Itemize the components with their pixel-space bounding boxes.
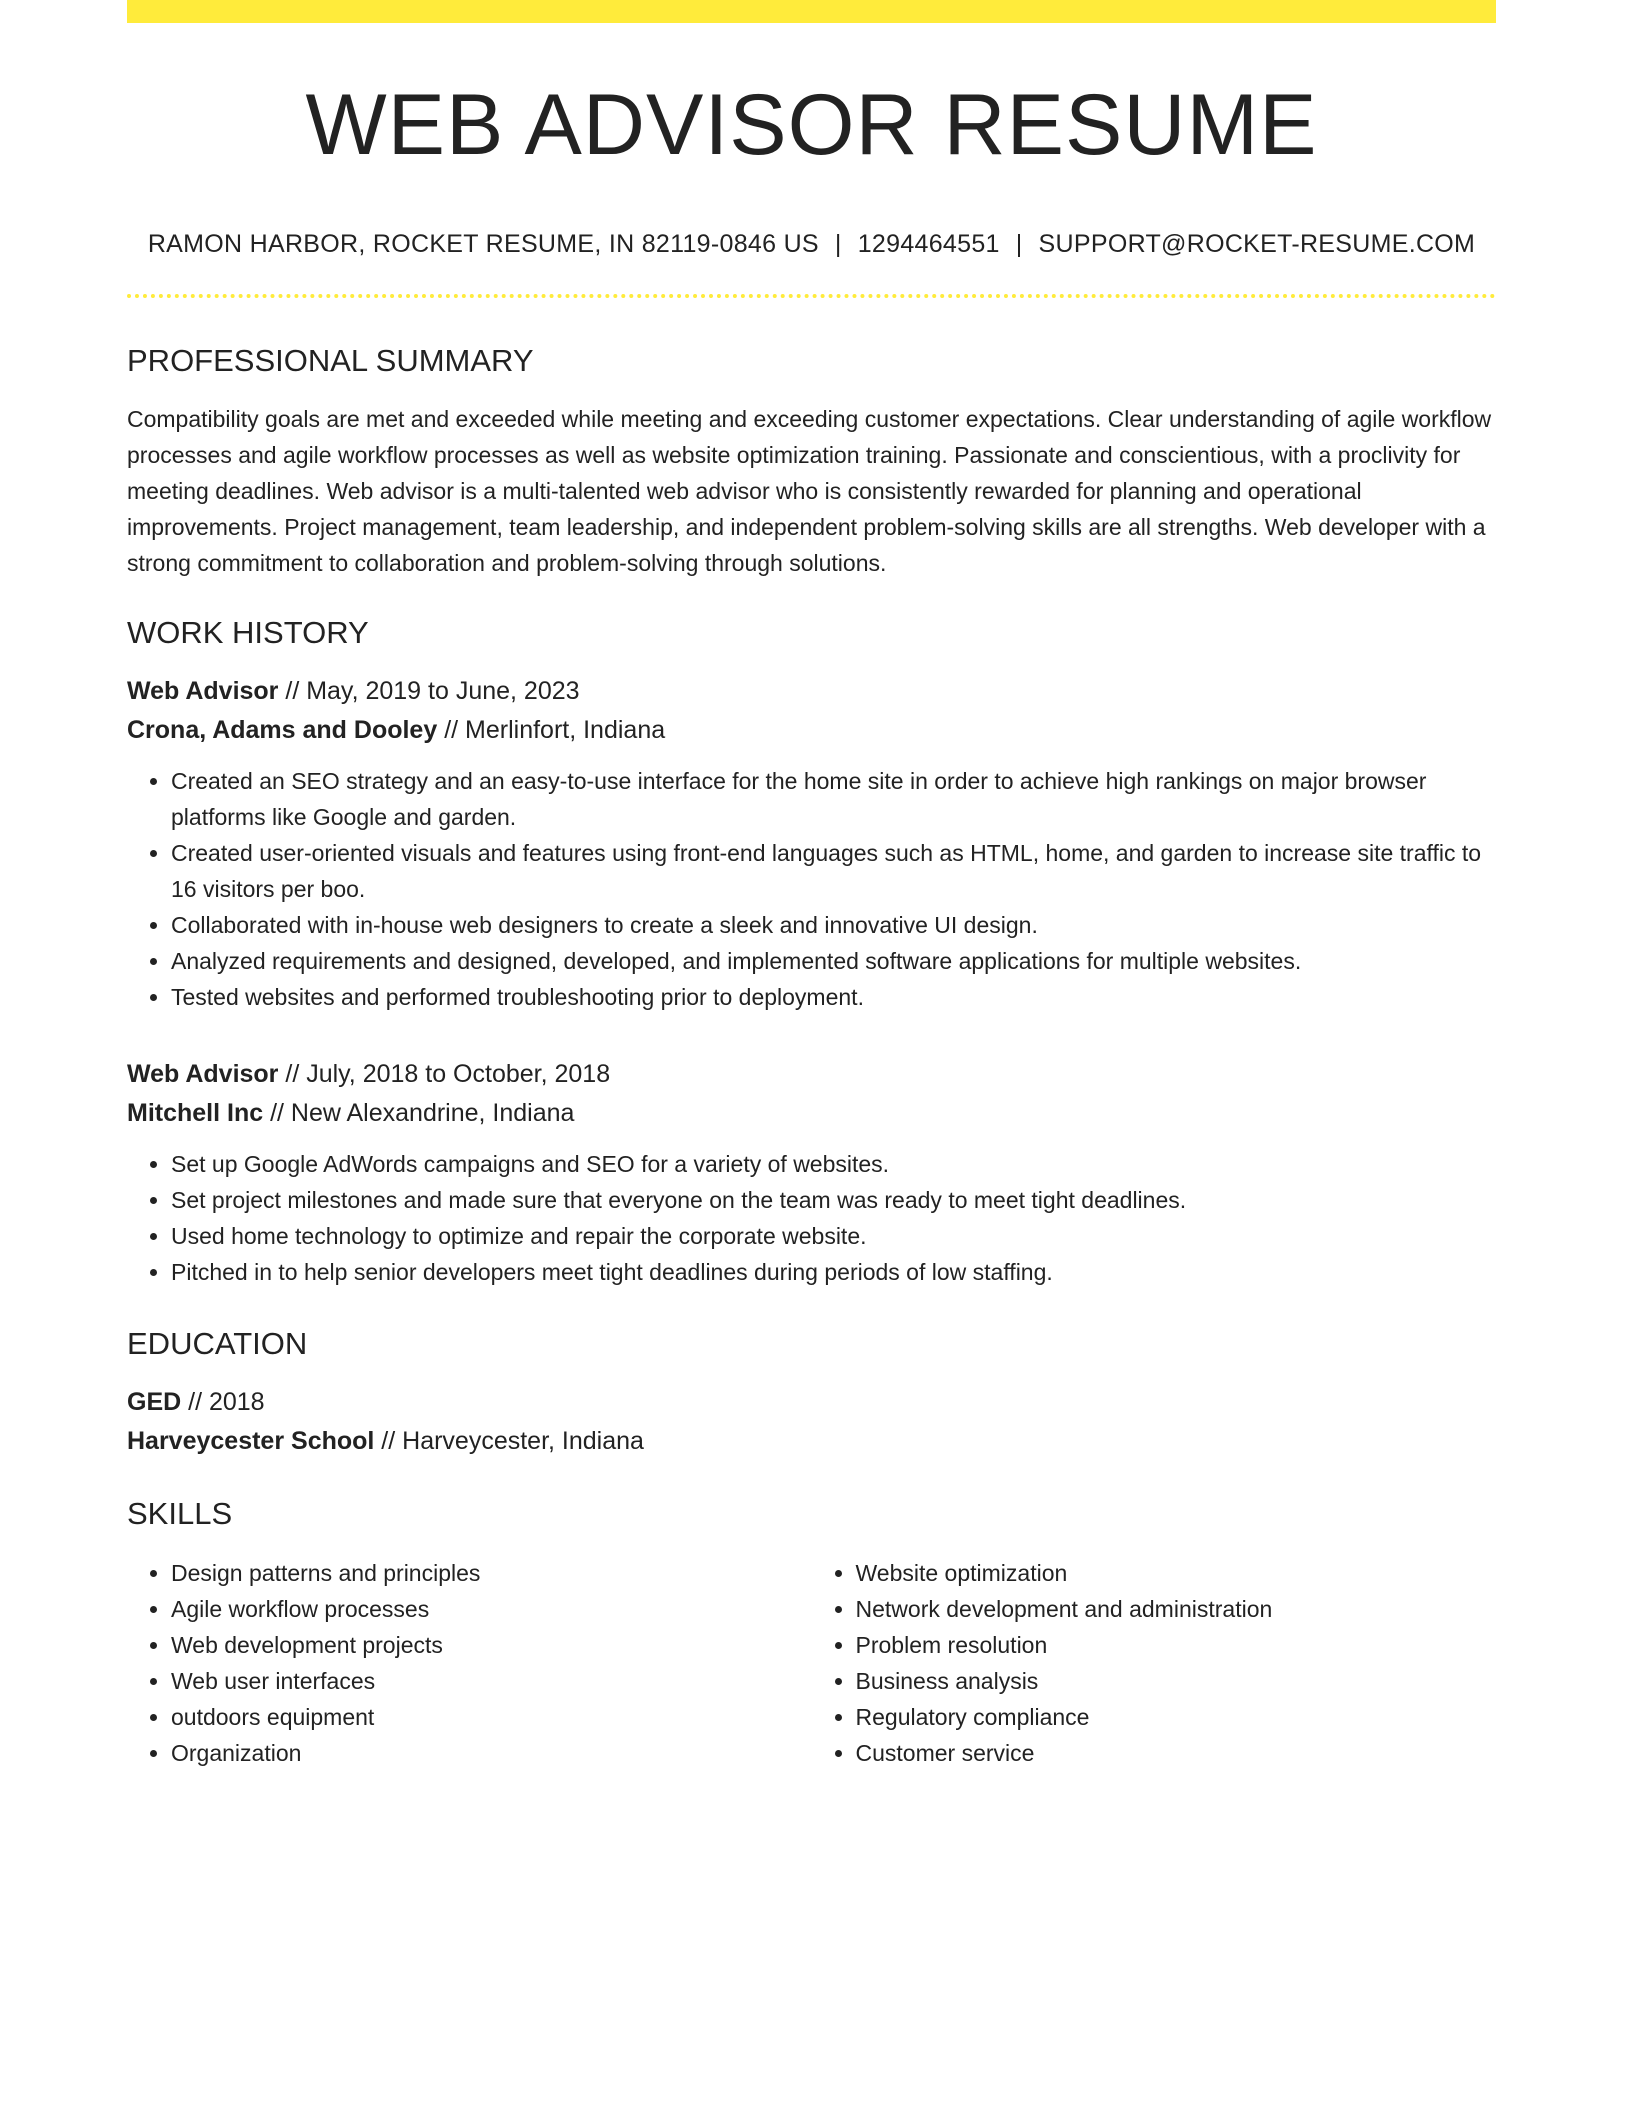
education-school-line (127, 1422, 1496, 1461)
contact-separator: | (834, 230, 842, 258)
job-bullet: • Created user-oriented visuals and features using front-end languages such as HTML, home, and garden to increase site traffic to 16 visitors per boo. (171, 835, 1496, 907)
job-location: // New Alexandrine, Indiana (263, 1099, 575, 1127)
resume-title: WEB ADVISOR RESUME (305, 77, 1318, 173)
skill-item: • Agile workflow processes (171, 1591, 812, 1627)
contact-separator: | (1015, 230, 1023, 258)
skills-columns (127, 1555, 1496, 1771)
contact-email: SUPPORT@ROCKET-RESUME.COM (1038, 230, 1476, 258)
job-company: Mitchell Inc (127, 1099, 264, 1127)
job-entry (127, 1055, 1496, 1290)
education-heading: EDUCATION (127, 1326, 308, 1361)
education-degree-line (127, 1383, 1496, 1422)
job-bullet: • Pitched in to help senior developers meet tight deadlines during periods of low staffing. (171, 1254, 1496, 1290)
skill-item: • Network development and administration (856, 1591, 1497, 1627)
job-bullet: • Tested websites and performed troubleshooting prior to deployment. (171, 979, 1496, 1015)
job-location: // Merlinfort, Indiana (437, 716, 666, 744)
skills-list-right (812, 1555, 1497, 1771)
skill-item: • outdoors equipment (171, 1699, 812, 1735)
education-year: // 2018 (181, 1388, 265, 1416)
job-bullet: • Used home technology to optimize and repair the corporate website. (171, 1218, 1496, 1254)
accent-top-bar (127, 0, 1496, 23)
education-location: // Harveycester, Indiana (374, 1427, 644, 1455)
education-degree: GED (127, 1388, 182, 1416)
skill-item: • Regulatory compliance (856, 1699, 1497, 1735)
contact-line (127, 232, 1496, 257)
skill-item: • Web user interfaces (171, 1663, 812, 1699)
job-title: Web Advisor (127, 677, 279, 705)
job-company-line (127, 1094, 1496, 1133)
skills-list-left (127, 1555, 812, 1771)
skill-item: • Website optimization (856, 1555, 1497, 1591)
skill-item: • Problem resolution (856, 1627, 1497, 1663)
contact-phone: 1294464551 (857, 230, 1000, 258)
job-bullet: • Set project milestones and made sure that everyone on the team was ready to meet tight deadlines. (171, 1182, 1496, 1218)
dotted-divider (127, 294, 1496, 298)
job-bullets (127, 763, 1496, 1015)
resume-page (127, 0, 1496, 1771)
education-school: Harveycester School (127, 1427, 375, 1455)
job-bullets (127, 1146, 1496, 1290)
skill-item: • Design patterns and principles (171, 1555, 812, 1591)
summary-heading: PROFESSIONAL SUMMARY (127, 343, 534, 378)
job-title-line (127, 672, 1496, 711)
job-bullet: • Set up Google AdWords campaigns and SEO for a variety of websites. (171, 1146, 1496, 1182)
work-history-heading: WORK HISTORY (127, 615, 369, 650)
job-title: Web Advisor (127, 1060, 279, 1088)
job-company: Crona, Adams and Dooley (127, 716, 438, 744)
skill-item: • Web development projects (171, 1627, 812, 1663)
skills-heading: SKILLS (127, 1496, 233, 1531)
job-title-line (127, 1055, 1496, 1094)
skill-item: • Organization (171, 1735, 812, 1771)
skill-item: • Customer service (856, 1735, 1497, 1771)
job-bullet: • Analyzed requirements and designed, developed, and implemented software applications for multiple websites. (171, 943, 1496, 979)
summary-text: Compatibility goals are met and exceeded while meeting and exceeding customer expectations. Clear understanding of agile workflow processes and agile workflow processes as well as website optimization training. Passionate and conscientious, with a proclivity for meeting deadlines. Web advisor is a multi-talented web advisor who is consistently rewarded for planning and operational improvements. Project management, team leadership, and independent problem-solving skills are all strengths. Web developer with a strong commitment to collaboration and problem-solving through solutions. (127, 406, 1492, 576)
job-company-line (127, 711, 1496, 750)
job-bullet: • Created an SEO strategy and an easy-to-use interface for the home site in order to achieve high rankings on major browser platforms like Google and garden. (171, 763, 1496, 835)
job-dates: // July, 2018 to October, 2018 (278, 1060, 611, 1088)
skill-item: • Business analysis (856, 1663, 1497, 1699)
contact-address: RAMON HARBOR, ROCKET RESUME, IN 82119-0846 US (147, 230, 819, 258)
job-entry (127, 672, 1496, 1015)
job-bullet: • Collaborated with in-house web designers to create a sleek and innovative UI design. (171, 907, 1496, 943)
job-dates: // May, 2019 to June, 2023 (278, 677, 580, 705)
